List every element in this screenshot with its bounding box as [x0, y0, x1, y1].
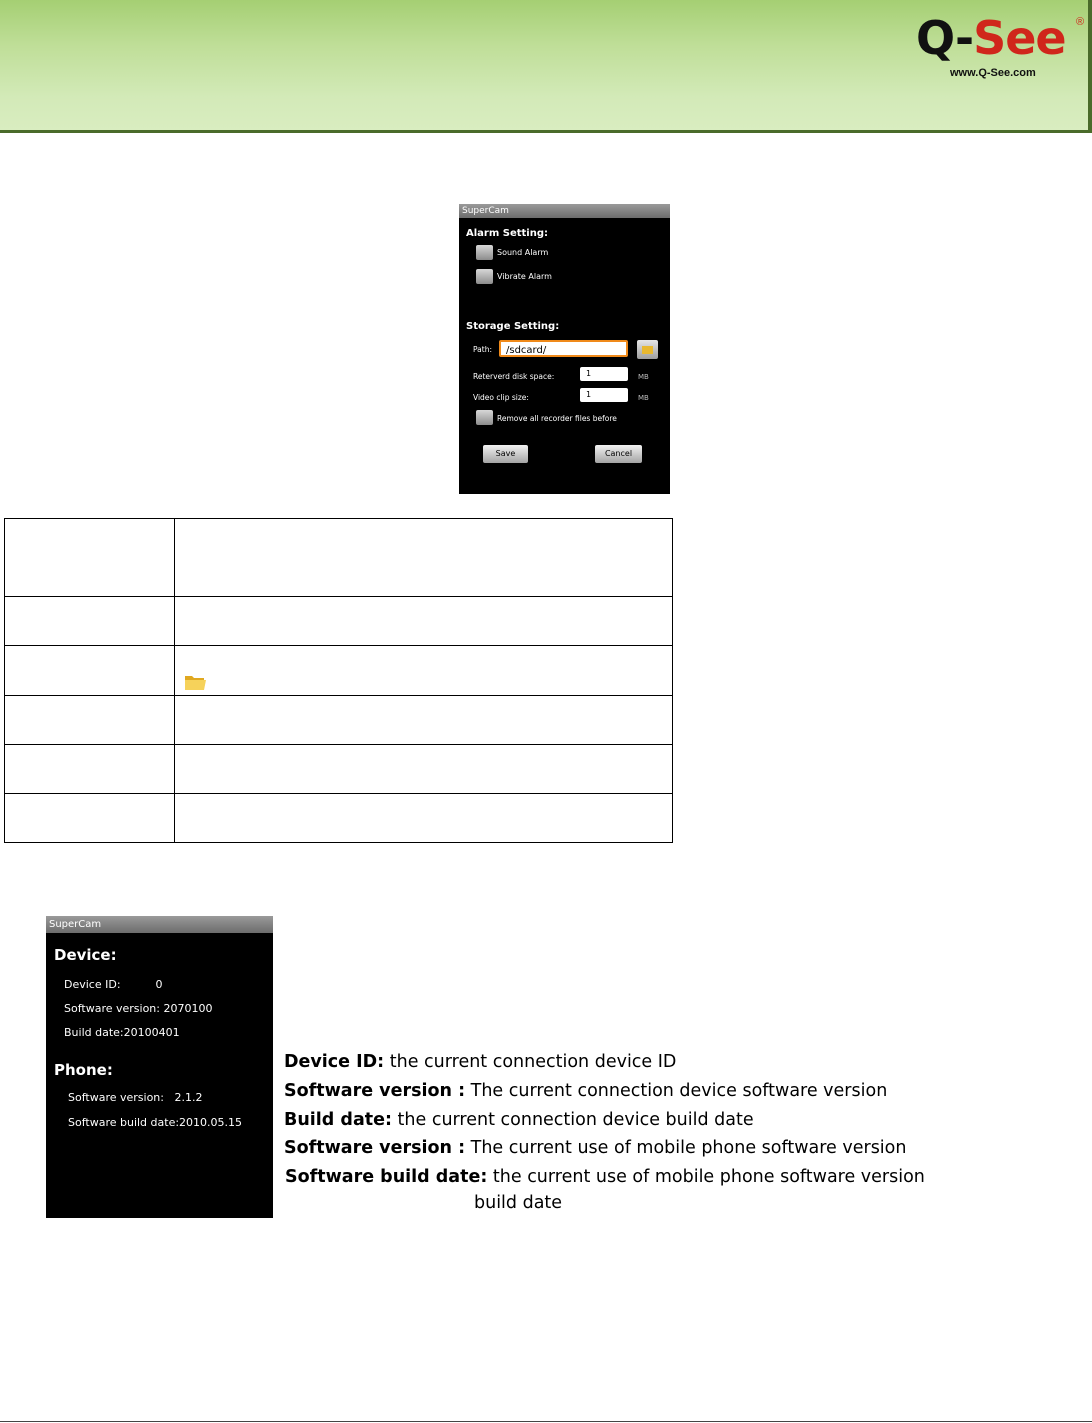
device-id-text: Device ID: 0: [64, 978, 163, 991]
folder-icon: [184, 672, 207, 692]
path-label: Path:: [473, 345, 493, 354]
table-row: [5, 696, 673, 745]
app-titlebar: SuperCam: [459, 204, 670, 218]
app-titlebar: SuperCam: [46, 916, 273, 933]
vibrate-alarm-label: Vibrate Alarm: [497, 272, 552, 281]
phone-heading: Phone:: [54, 1061, 113, 1079]
logo-url: www.Q-See.com: [950, 67, 1036, 79]
description-line: Device ID: the current connection device ID: [284, 1052, 677, 1072]
description-line: Software version : The current use of mobile phone software version: [284, 1138, 907, 1158]
reserved-space-input[interactable]: 1: [580, 367, 628, 381]
reserved-space-unit: MB: [638, 373, 649, 381]
registered-mark: ®: [1076, 16, 1085, 28]
description-line: Software build date: the current use of mobile phone software version: [285, 1167, 925, 1187]
phone-build-date-text: Software build date:2010.05.15: [68, 1116, 243, 1129]
clip-size-unit: MB: [638, 394, 649, 402]
q-see-logo: [912, 10, 1088, 82]
description-line: build date: [474, 1193, 563, 1213]
device-software-version-text: Software version: 2070100: [64, 1002, 213, 1015]
clip-size-input[interactable]: 1: [580, 388, 628, 402]
about-screenshot: [46, 916, 273, 1218]
description-line: Build date: the current connection device build date: [284, 1110, 754, 1130]
reserved-space-label: Reterverd disk space:: [473, 372, 555, 381]
banner-edge: [1088, 0, 1092, 133]
description-line: Software version : The current connection device software version: [284, 1081, 888, 1101]
path-input[interactable]: /sdcard/: [499, 340, 628, 357]
table-row: [5, 745, 673, 794]
clip-size-label: Video clip size:: [473, 393, 529, 402]
settings-description-table: [4, 518, 673, 843]
table-row: [5, 519, 673, 597]
folder-icon: [642, 346, 653, 354]
cancel-button[interactable]: Cancel: [595, 445, 642, 463]
table-row: [5, 794, 673, 843]
remove-files-checkbox[interactable]: [476, 410, 493, 425]
alarm-setting-heading: Alarm Setting:: [466, 228, 548, 239]
remove-files-label: Remove all recorder files before: [497, 414, 617, 423]
table-row: [5, 646, 673, 696]
settings-screenshot: [459, 204, 670, 494]
save-button[interactable]: Save: [483, 445, 528, 463]
logo-wordmark: Q-See: [916, 11, 1066, 65]
phone-software-version-text: Software version: 2.1.2: [68, 1091, 203, 1104]
browse-folder-button[interactable]: [637, 340, 658, 359]
device-heading: Device:: [54, 946, 117, 964]
sound-alarm-label: Sound Alarm: [497, 248, 549, 257]
device-build-date-text: Build date:20100401: [64, 1026, 180, 1039]
storage-setting-heading: Storage Setting:: [466, 321, 560, 332]
footer-rule: [0, 1421, 1092, 1422]
sound-alarm-checkbox[interactable]: [476, 245, 493, 260]
vibrate-alarm-checkbox[interactable]: [476, 269, 493, 284]
table-row: [5, 597, 673, 646]
